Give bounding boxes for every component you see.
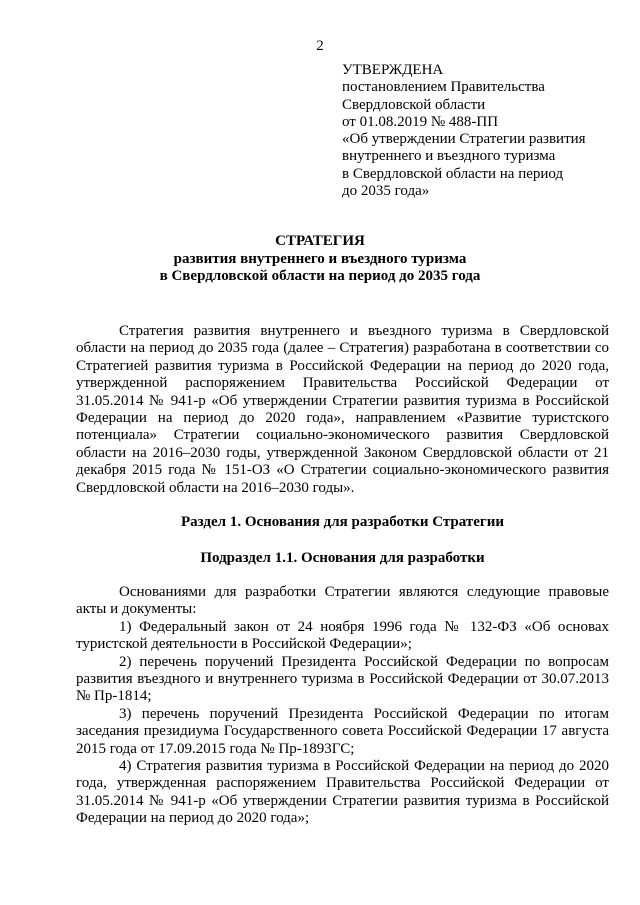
page-number: 2: [316, 38, 324, 54]
subsection-heading: Подраздел 1.1. Основания для разработки: [200, 550, 485, 566]
approval-line: «Об утверждении Стратегии развития: [342, 131, 586, 148]
approval-line: в Свердловской области на период: [342, 165, 564, 182]
list-item: 1) Федеральный закон от 24 ноября 1996 года № 132-ФЗ «Об основах туристской деятельности в Российской Федерации»;: [76, 618, 609, 653]
list-item: 3) перечень поручений Президента Российской Федерации по итогам заседания президиума Государственного совета Российской Федерации 17 августа 2015 года от 17.09.2015 года № Пр-1893ГС;: [76, 705, 609, 757]
approval-line: внутреннего и въездного туризма: [342, 148, 556, 165]
document-title: [0, 233, 640, 286]
approval-block: [342, 62, 632, 200]
title-line-strategy: СТРАТЕГИЯ: [275, 233, 365, 249]
intro-section: [76, 323, 609, 497]
approval-line: Свердловской области: [342, 96, 486, 113]
section-heading: Раздел 1. Основания для разработки Стратегии: [180, 514, 505, 530]
list-item: 4) Стратегия развития туризма в Российской Федерации на период до 2020 года, утвержденная распоряжением Правительства Российской Федерации от 31.05.2014 № 941-р «Об утверждении Стратегии развития туризма в Российской Федерации на период до 2020 года»;: [76, 758, 609, 827]
title-line-subject: развития внутреннего и въездного туризма: [173, 250, 467, 267]
approval-line: УТВЕРЖДЕНА: [342, 62, 444, 78]
basis-list: [76, 584, 609, 828]
intro-paragraph: Стратегия развития внутреннего и въездного туризма в Свердловской области на период до 2035 года (далее – Стратегия) разработана в соответствии со Стратегией развития туризма в Российской Федерации на период до 2020 года, утвержденной распоряжением Правительства Российской Федерации от 31.05.2014 № 941-р «Об утверждении Стратегии развития туризма в Российской Федерации на период до 2020 года», направлением «Развитие туристского потенциала» Стратегии социально-экономического развития Свердловской области на 2016–2030 годы, утвержденной Законом Свердловской области от 21 декабря 2015 года № 151-ОЗ «О Стратегии социально-экономического развития Свердловской области на 2016–2030 годы».: [76, 323, 609, 496]
approval-line: постановлением Правительства: [342, 79, 545, 96]
list-item: 2) перечень поручений Президента Российской Федерации по вопросам развития въездного и внутреннего туризма в Российской Федерации от 30.07.2013 № Пр-1814;: [76, 653, 609, 705]
basis-lead-paragraph: Основаниями для разработки Стратегии являются следующие правовые акты и документы:: [76, 584, 609, 618]
approval-line: от 01.08.2019 № 488-ПП: [342, 113, 499, 130]
approval-line: до 2035 года»: [342, 183, 430, 200]
title-line-region: в Свердловской области на период до 2035 года: [159, 268, 481, 284]
